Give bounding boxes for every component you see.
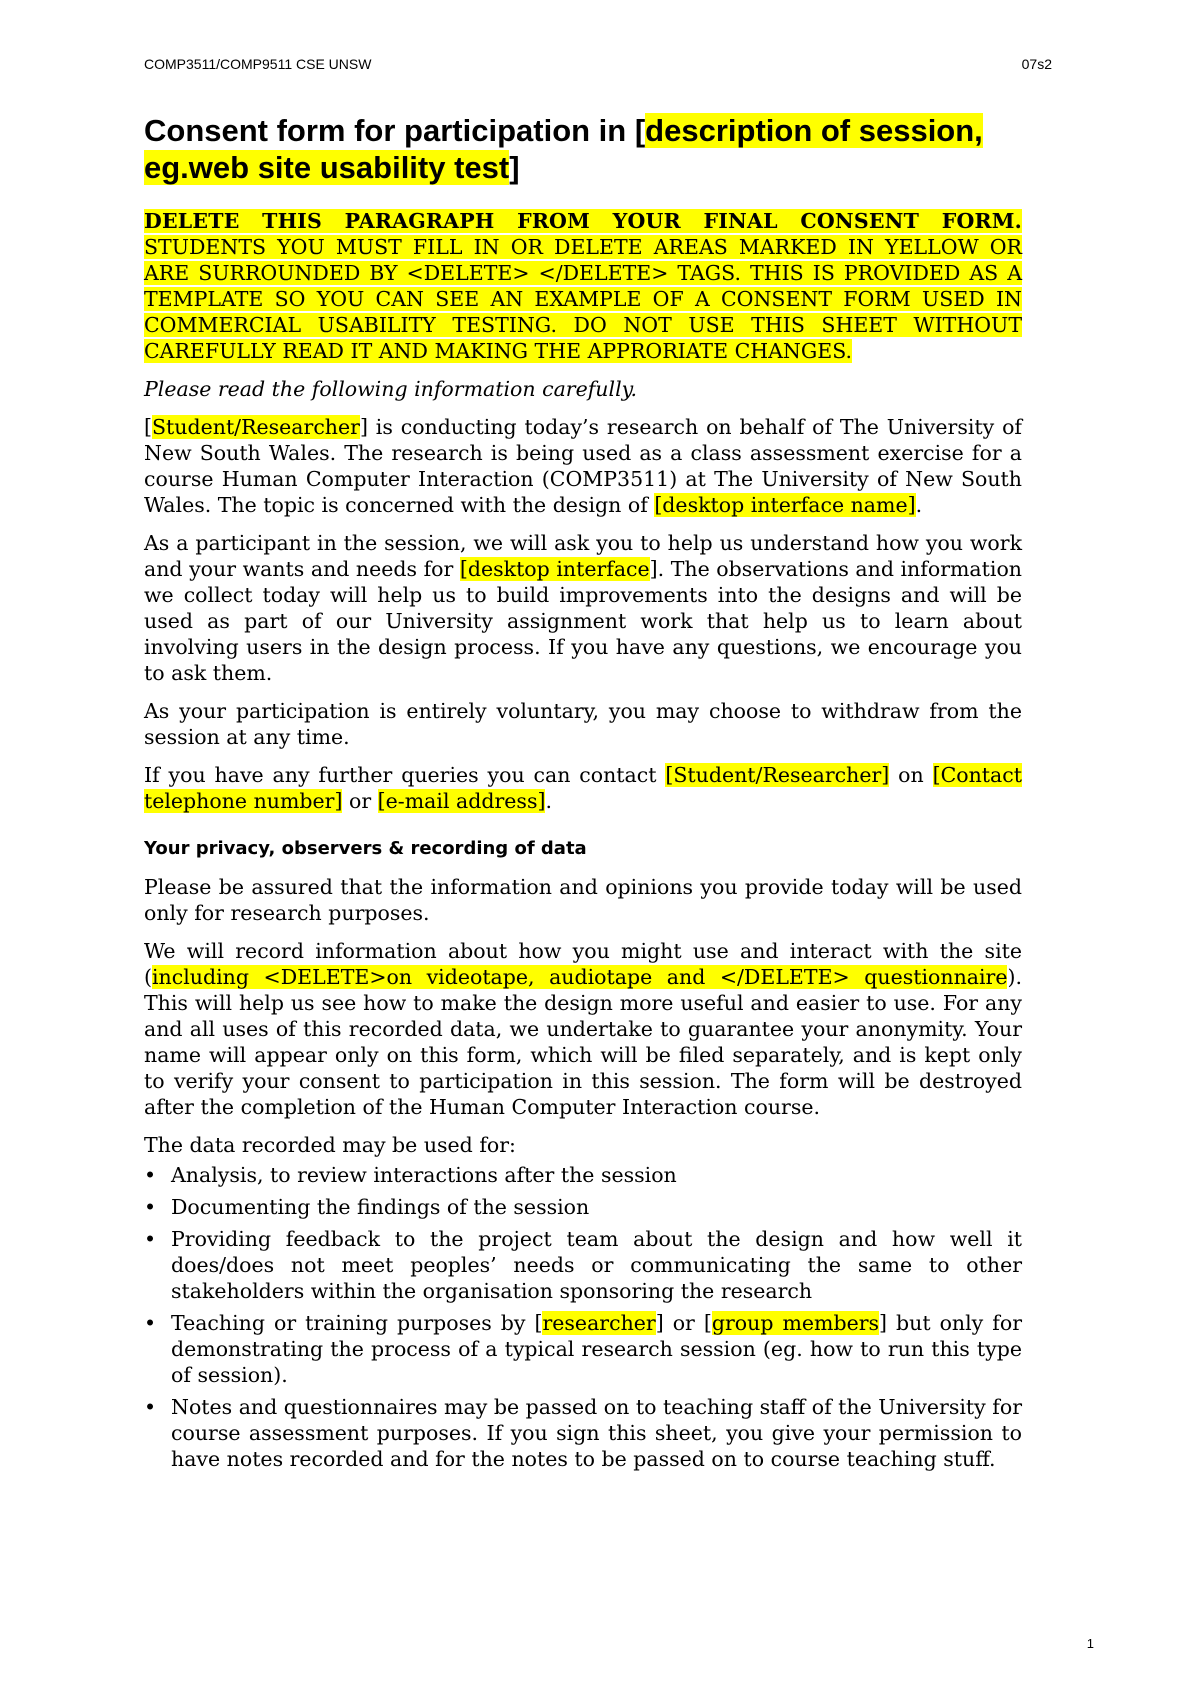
bullet-icon: • [144, 1163, 157, 1187]
text-run: As a participant in the session, we will ask you to help us understand how you work and your wants and needs for [144, 531, 1022, 581]
placeholder-group-members: group members [711, 1311, 880, 1335]
text-run: ]. The observations and information we collect today will help us to build improvements into the designs and will be used as part of our University assignment work that help us to learn about involving users in the design process. If you have any questions, we encourage you to ask them. [144, 557, 1022, 685]
placeholder-student-researcher: Student/Researcher [152, 415, 360, 439]
list-item-text: Providing feedback to the project team about the design and how well it does/does not meet peoples’ needs or communicating the same to other stakeholders within the organisation sponsoring the research [171, 1227, 1022, 1303]
placeholder-telephone: [Contact telephone number] [144, 763, 1022, 813]
placeholder-email: [e-mail address] [377, 789, 546, 813]
bullet-icon: • [144, 1227, 157, 1251]
placeholder-interface-name: [desktop interface name] [654, 493, 916, 517]
list-item [144, 1310, 1022, 1388]
placeholder-researcher: researcher [542, 1311, 656, 1335]
header-course: COMP3511/COMP9511 CSE UNSW [144, 56, 372, 72]
paragraph-recording [144, 938, 1022, 1120]
text-run: ] or [ [655, 1311, 712, 1335]
text-run: ). This will help us see how to make the design more useful and easier to use. For any and all uses of this recorded data, we undertake to guarantee your anonymity. Your name will appear only on this form, which will be filed separately, and is kept only to verify your consent to participation in this session. The form will be destroyed after the completion of the Human Computer Interaction course. [144, 965, 1022, 1119]
list-item-text: Notes and questionnaires may be passed on to teaching staff of the University for course assessment purposes. If you sign this sheet, you give your permission to have notes recorded and for the notes to be passed on to course teaching stuff. [171, 1395, 1022, 1471]
intro-italic: Please read the following information carefully. [144, 377, 638, 401]
paragraph-research-purposes: Please be assured that the information and opinions you provide today will be used only for research purposes. [144, 875, 1022, 925]
text-run: Teaching or training purposes by [ [171, 1311, 543, 1335]
title-prefix: Consent form for participation in [ [144, 113, 646, 148]
text-run: ] is conducting today’s research on behalf of The University of New South Wales. The research is being used as a class assessment exercise for a course Human Computer Interaction (COMP3511) at The University of New South Wales. The topic is concerned with the design of [144, 415, 1022, 517]
title-suffix: ] [509, 150, 520, 185]
list-item [144, 1162, 1022, 1188]
header-term: 07s2 [1021, 56, 1052, 72]
placeholder-desktop-interface: [desktop interface [459, 557, 650, 581]
text-run: We will record information about how you might use and interact with the site ( [144, 939, 1022, 989]
paragraph-contact [144, 762, 1022, 814]
data-uses-intro: The data recorded may be used for: [144, 1133, 516, 1157]
list-item [144, 1194, 1022, 1220]
document-body [144, 112, 1022, 1478]
page-number: 1 [1086, 1636, 1094, 1651]
placeholder-recording-methods: including <DELETE>on videotape, audiotape and </DELETE> questionnaire [152, 965, 1008, 989]
text-run: If you have any further queries you can contact [144, 763, 666, 787]
bullet-icon: • [144, 1311, 157, 1335]
warning-body: STUDENTS YOU MUST FILL IN OR DELETE AREAS MARKED IN YELLOW OR ARE SURROUNDED BY <DELETE> </DELETE> TAGS. THIS IS PROVIDED AS A TEMPLATE SO YOU CAN SEE AN EXAMPLE OF A CONSENT FORM USED IN COMMERCIAL USABILITY TESTING. DO NOT USE THIS SHEET WITHOUT CAREFULLY READ IT AND MAKING THE APPRORIATE CHANGES. [144, 235, 1022, 363]
text-run: or [342, 789, 378, 813]
list-item [144, 1226, 1022, 1304]
placeholder-contact-researcher: [Student/Researcher] [665, 763, 890, 787]
text-run: . [545, 789, 552, 813]
warning-paragraph [144, 208, 1022, 364]
bullet-icon: • [144, 1195, 157, 1219]
list-item-text [171, 1311, 1022, 1387]
text-run: . [915, 493, 923, 517]
bullet-icon: • [144, 1395, 157, 1419]
list-item-text: Analysis, to review interactions after the session [171, 1163, 677, 1187]
list-item [144, 1394, 1022, 1472]
list-item-text: Documenting the findings of the session [171, 1195, 590, 1219]
warning-strong: DELETE THIS PARAGRAPH FROM YOUR FINAL CONSENT FORM. [144, 209, 1022, 233]
paragraph-participant [144, 530, 1022, 686]
data-uses-list [144, 1162, 1022, 1472]
text-run: on [889, 763, 933, 787]
text-run: ] but only for demonstrating the process of a typical research session (eg. how to run this type of session). [171, 1311, 1022, 1387]
paragraph-voluntary: As your participation is entirely voluntary, you may choose to withdraw from the session at any time. [144, 699, 1022, 749]
paragraph-researcher [144, 414, 1022, 518]
privacy-heading: Your privacy, observers & recording of data [144, 838, 587, 859]
title-placeholder: description of session, eg.web site usability test [144, 113, 983, 185]
document-title [144, 112, 1022, 186]
text-run: [ [144, 415, 152, 439]
